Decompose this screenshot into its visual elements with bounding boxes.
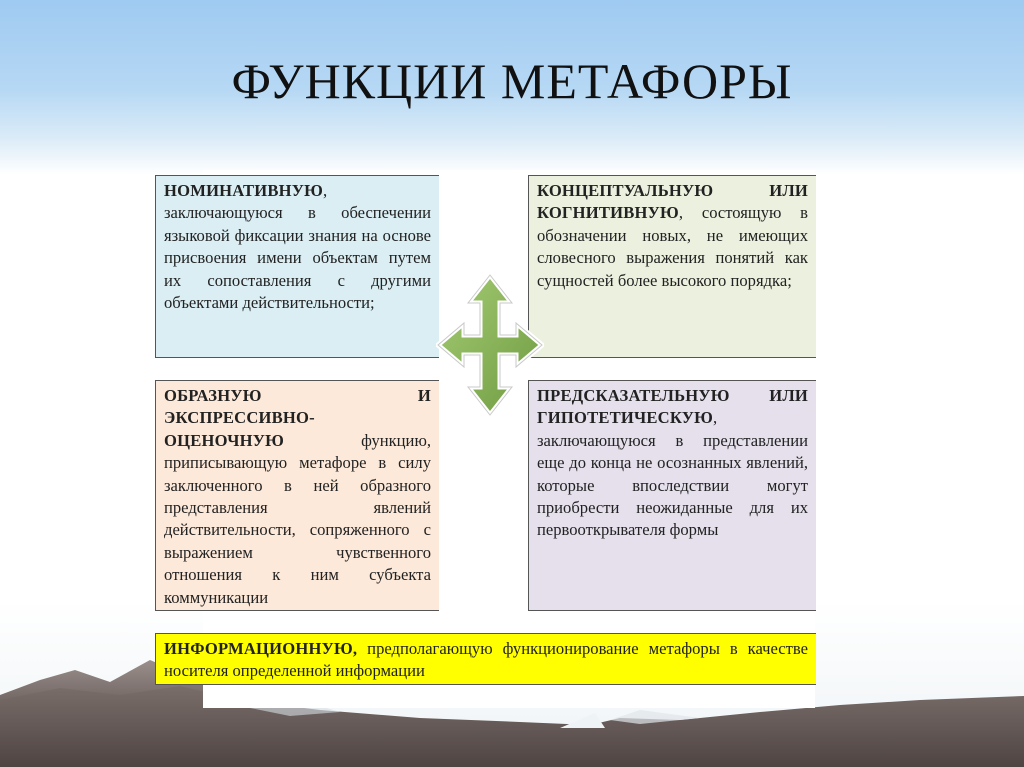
function-box-predictive xyxy=(528,380,816,611)
four-way-arrow-icon xyxy=(436,273,544,417)
function-box-figurative xyxy=(155,380,439,611)
figurative-heading: ОБРАЗНУЮ И ЭКСПРЕССИВНО-ОЦЕНОЧНУЮ xyxy=(164,386,431,450)
figurative-text: функцию, приписывающую метафоре в силу заключенного в ней образного представления явлений действительности, сопряженного с выражением чувственного отношения к ним субъекта коммуникации xyxy=(164,430,431,607)
nominative-text: , заключающуюся в обеспечении языковой фиксации знания на основе присвоения имени объектам путем их сопоставления с другими объектами действительности; xyxy=(164,181,431,313)
informational-text: предполагающую функционирование метафоры в качестве носителя определенной информации xyxy=(164,639,808,681)
informational-heading: ИНФОРМАЦИОННУЮ, xyxy=(164,639,358,658)
page-title: ФУНКЦИИ МЕТАФОРЫ xyxy=(231,53,793,109)
conceptual-heading: КОНЦЕПТУАЛЬНУЮ ИЛИ КОГНИТИВНУЮ xyxy=(537,181,808,223)
conceptual-text: , состоящую в обозначении новых, не имеющих словесного выражения понятий как сущностей более высокого порядка; xyxy=(537,203,808,290)
function-box-conceptual xyxy=(528,175,816,358)
function-box-nominative xyxy=(155,175,439,358)
nominative-heading: НОМИНАТИВНУЮ xyxy=(164,181,324,200)
function-box-informational xyxy=(155,633,816,685)
predictive-heading: ПРЕДСКАЗАТЕЛЬНУЮ ИЛИ ГИПОТЕТИЧЕСКУЮ xyxy=(537,386,808,428)
predictive-text: , заключающуюся в представлении еще до конца не осознанных явлений, которые впоследствии могут приобрести неожиданные для их первооткрывателя формы xyxy=(537,408,808,540)
